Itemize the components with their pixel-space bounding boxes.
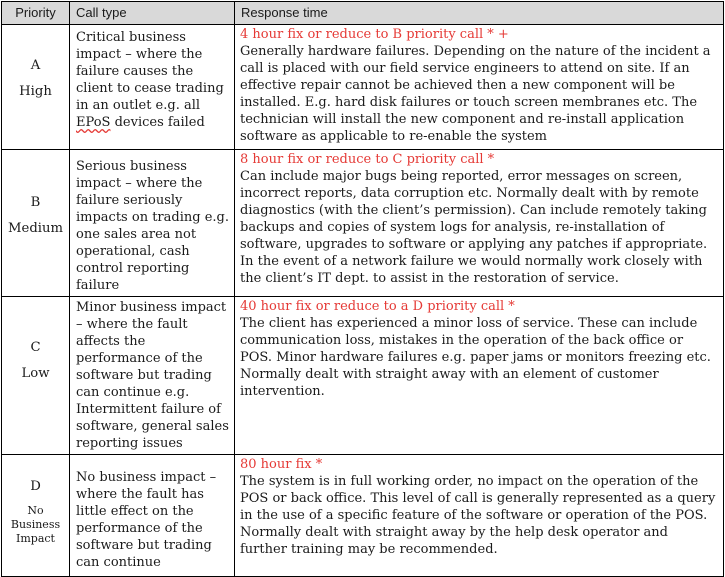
call-type-text: Critical business impact – where the failure causes the client to cease trading in an outlet e.g. all bbox=[76, 30, 224, 113]
priority-level: Medium bbox=[8, 221, 63, 236]
response-time-cell bbox=[235, 25, 724, 150]
fix-time: 8 hour fix or reduce to C priority call * bbox=[240, 152, 495, 167]
call-type-cell bbox=[70, 455, 235, 577]
response-description: The client has experienced a minor loss of service. These can include communication loss, mistakes in the operation of the back office or POS. Minor hardware failures e.g. paper jams or monitors freezing etc. Normally dealt with straight away with an element of customer intervention. bbox=[240, 316, 711, 399]
priority-cell bbox=[2, 455, 70, 577]
table-row bbox=[2, 455, 724, 577]
priority-letter: B bbox=[30, 195, 41, 210]
call-type-cell bbox=[70, 297, 235, 455]
priority-cell bbox=[2, 150, 70, 297]
priority-header: Priority bbox=[2, 2, 70, 25]
fix-time: 80 hour fix * bbox=[240, 457, 323, 472]
response-description: Generally hardware failures. Depending on the nature of the incident a call is placed with our field service engineers to attend on site. If an effective repair cannot be achieved then a new component will be installed. E.g. hard disk failures or touch screen membranes etc. The technician will install the new component and re-install application software as applicable to re-enable the system bbox=[240, 44, 711, 144]
call-type-text: Minor business impact – where the fault affects the performance of the software but trading can continue e.g. Intermittent failure of software, general sales reporting issues bbox=[76, 300, 229, 451]
priority-level: High bbox=[19, 84, 52, 99]
priority-table bbox=[1, 1, 724, 577]
fix-time: 40 hour fix or reduce to a D priority call * bbox=[240, 299, 515, 314]
table-row bbox=[2, 297, 724, 455]
priority-letter: D bbox=[30, 479, 41, 494]
priority-cell bbox=[2, 297, 70, 455]
fix-time: 4 hour fix or reduce to B priority call * + bbox=[240, 27, 509, 42]
priority-letter: C bbox=[30, 340, 41, 355]
call-type-text-end: devices failed bbox=[110, 115, 205, 130]
call-type-text: No business impact – where the fault has little effect on the performance of the software but trading can continue bbox=[76, 470, 217, 570]
header-row bbox=[2, 2, 724, 25]
call-type-text: Serious business impact – where the failure seriously impacts on trading e.g. one sales area not operational, cash control reporting failure bbox=[76, 159, 229, 293]
response-time-header: Response time bbox=[235, 2, 724, 25]
response-description: The system is in full working order, no impact on the operation of the POS or back office. This level of call is generally represented as a query in the use of a specific feature of the software or operation of the POS. Normally dealt with straight away by the help desk operator and further training may be recommended. bbox=[240, 474, 716, 557]
priority-level: Low bbox=[21, 366, 50, 381]
response-time-cell bbox=[235, 297, 724, 455]
response-time-cell bbox=[235, 455, 724, 577]
priority-level: No Business Impact bbox=[10, 504, 61, 545]
priority-letter: A bbox=[30, 58, 41, 73]
priority-cell bbox=[2, 25, 70, 150]
spellcheck-flagged-word: EPoS bbox=[76, 115, 111, 130]
table-row bbox=[2, 150, 724, 297]
call-type-header: Call type bbox=[70, 2, 235, 25]
call-type-cell bbox=[70, 25, 235, 150]
response-description: Can include major bugs being reported, error messages on screen, incorrect reports, data corruption etc. Normally dealt with by remote diagnostics (with the client’s permission). Can include remotely taking backups and copies of system logs for analysis, re-installation of software, upgrades to software or applying any patches if appropriate. In the event of a network failure we would normally work closely with the client’s IT dept. to assist in the restoration of service. bbox=[240, 169, 708, 286]
table-row bbox=[2, 25, 724, 150]
call-type-cell bbox=[70, 150, 235, 297]
response-time-cell bbox=[235, 150, 724, 297]
